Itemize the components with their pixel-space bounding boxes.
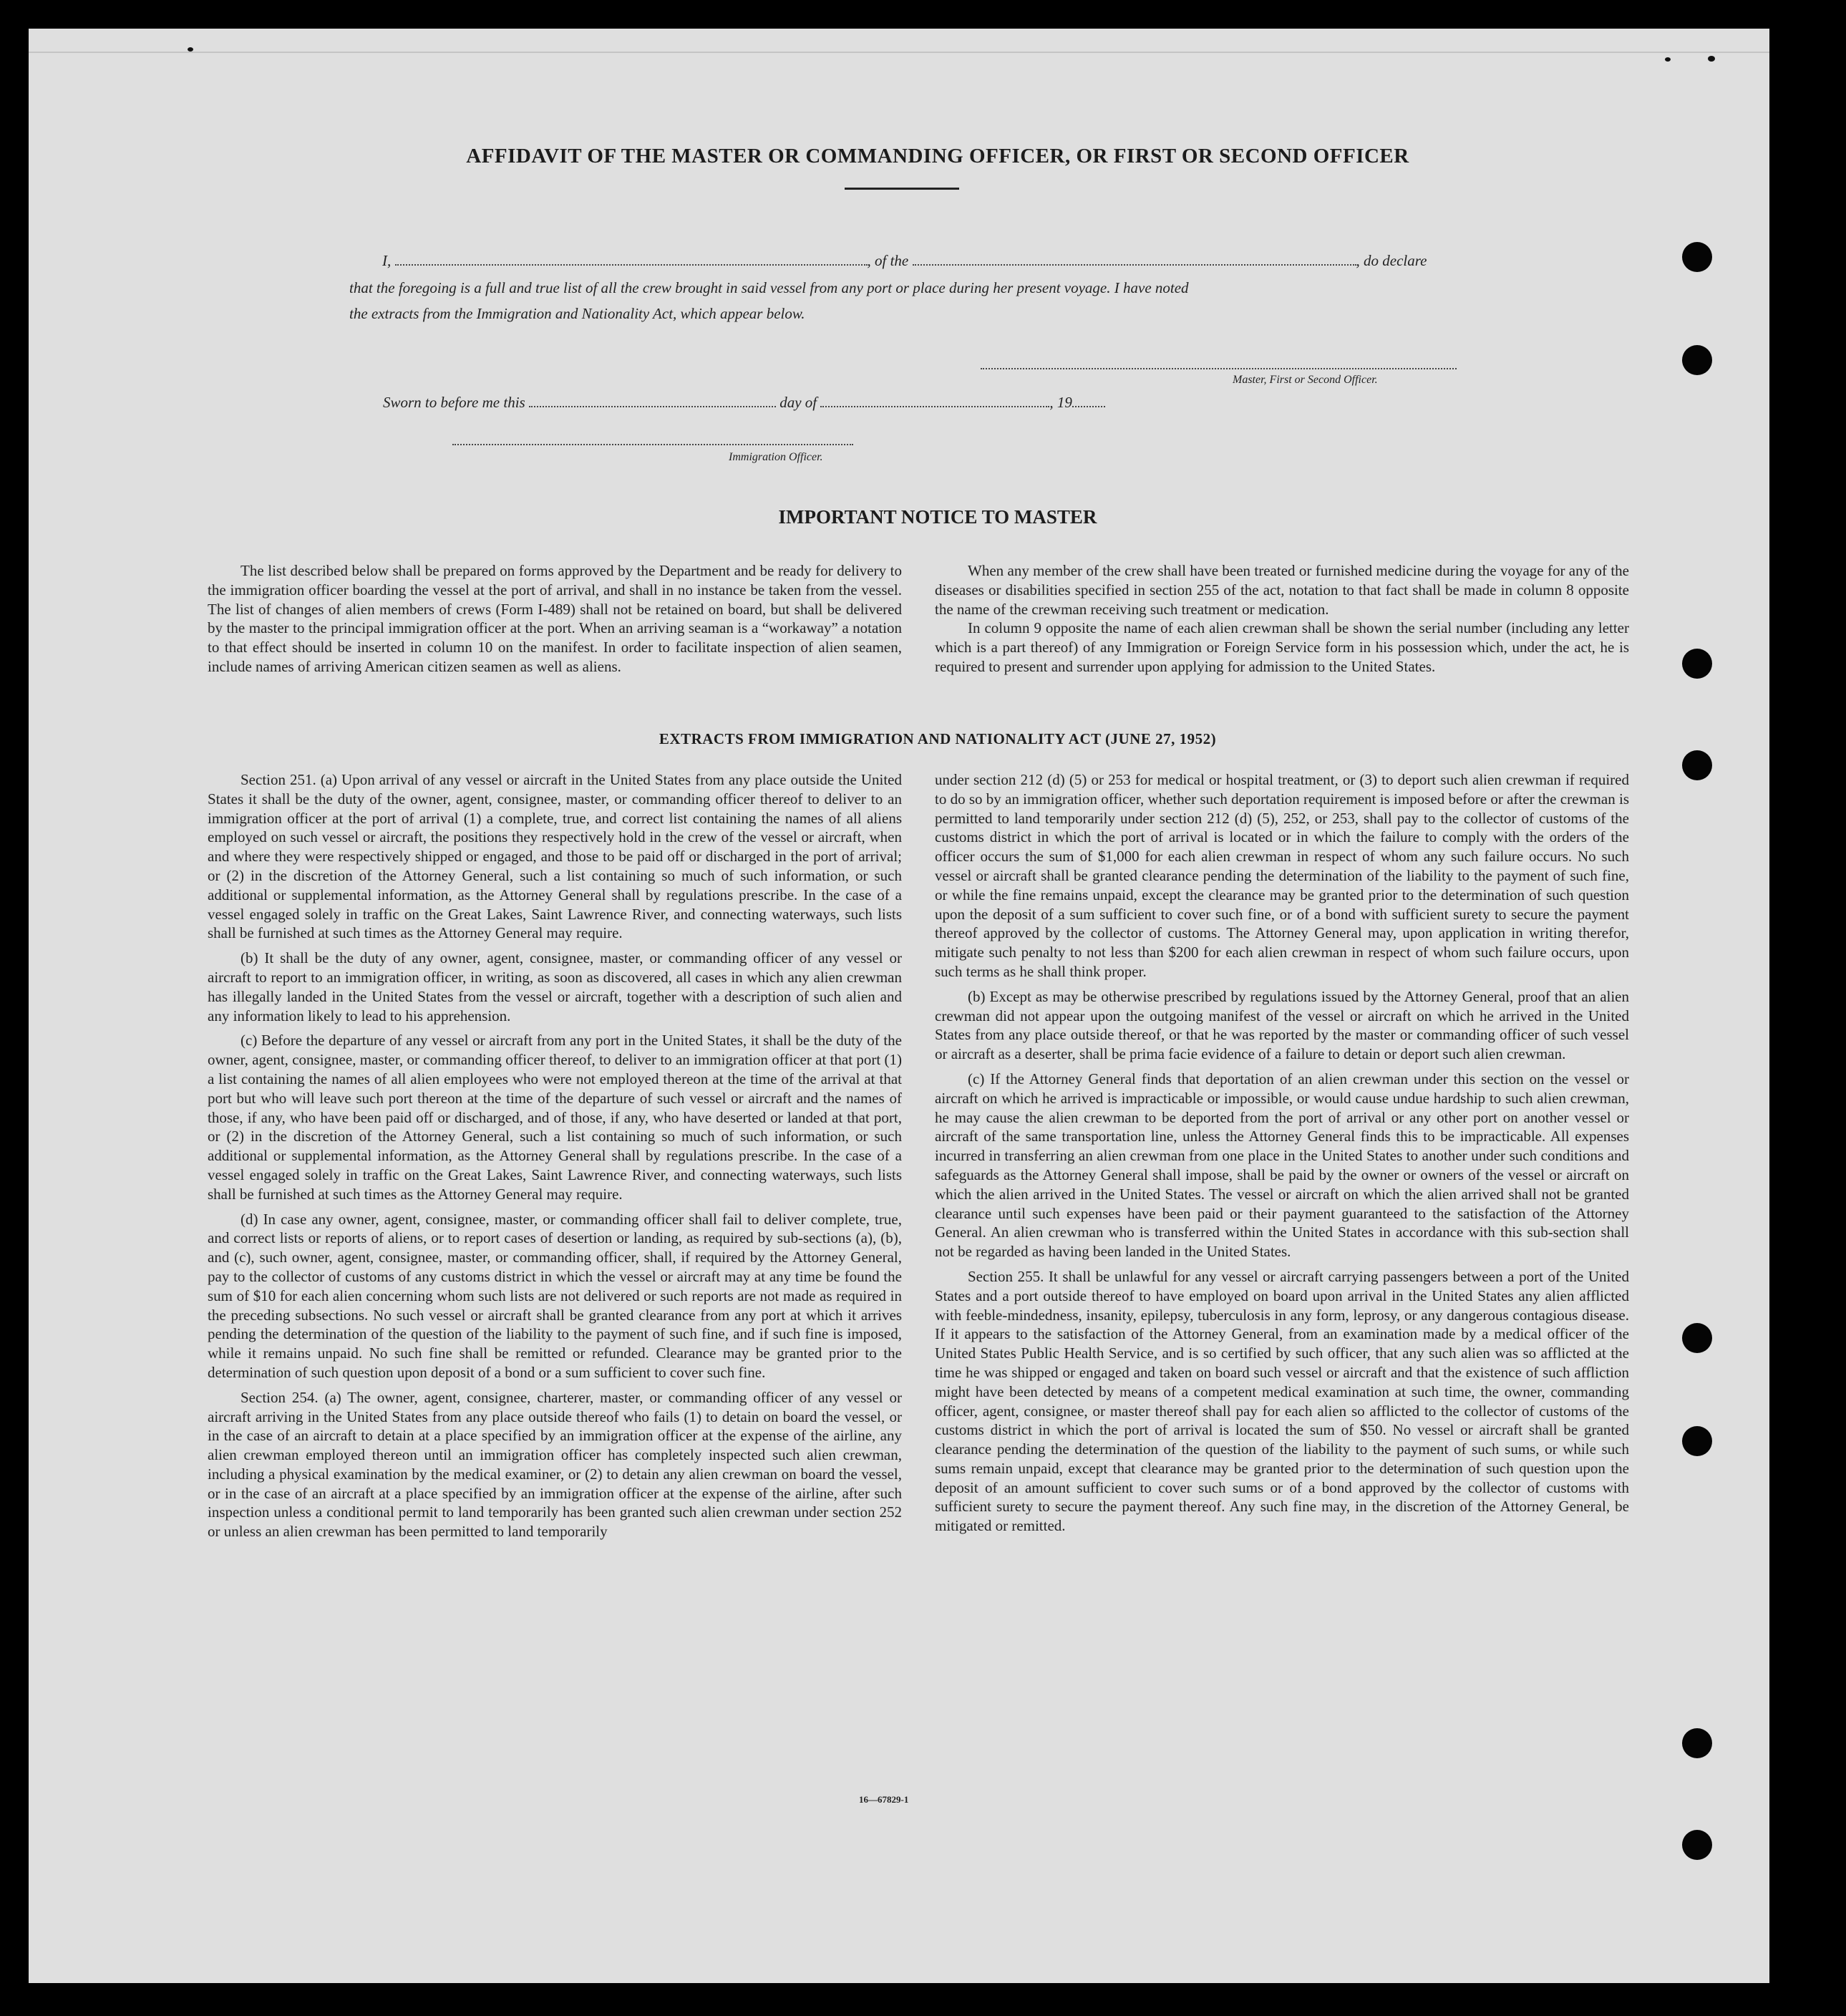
vessel-label: , of the	[867, 252, 909, 269]
master-signature-caption: Master, First or Second Officer.	[1233, 374, 1378, 386]
affidavit-title: AFFIDAVIT OF THE MASTER OR COMMANDING OFFICER, OR FIRST OR SECOND OFFICER	[466, 145, 1409, 168]
section-251a: Section 251. (a) Upon arrival of any vessel or aircraft in the United States from any place outside the United States it shall be the duty of the owner, agent, consignee, master, or commanding officer thereof to deliver to an immigration officer at the port of arrival (1) a complete, true, and correct list containing the names of all aliens employed on such vessel or aircraft, the positions they respectively hold in the crew of the vessel or aircraft, when and where they were respectively shipped or engaged, and those to be paid off or discharged in the port of arrival; or (2) in the discretion of the Attorney General, such a list containing so much of such information, or such additional or supplemental information, as the Attorney General shall by regulations prescribe. In the case of a vessel engaged solely in traffic on the Great Lakes, Saint Lawrence River, and connecting waterways, such lists shall be furnished at such times as the Attorney General may require.	[208, 771, 902, 942]
sworn-label: Sworn to before me this	[383, 394, 525, 411]
section-251c: (c) Before the departure of any vessel or aircraft from any port in the United States, it shall be the duty of the owner, agent, consignee, master, or commanding officer thereof, to deliver to an immigration officer at that port (1) a list containing the names of all alien employees who were not employed thereon at the time of the arrival at that port but who will leave such port thereon at the time of the departure of such vessel or aircraft and the names of those, if any, who have been paid off or discharged, and of those, if any, who have deserted or landed at that port, or (2) in the discretion of the Attorney General, such a list containing so much of such information, or such additional or supplemental information, as the Attorney General shall by regulations prescribe. In the case of a vessel engaged solely in traffic on the Great Lakes, Saint Lawrence River, and connecting waterways, such lists shall be furnished at such times as the Attorney General may require.	[208, 1032, 902, 1203]
section-251b: (b) It shall be the duty of any owner, agent, consignee, master, or commanding officer of any vessel or aircraft to report to an immigration officer, in writing, as soon as discovered, all cases in which any alien crewman has illegally landed in the United States from the vessel or aircraft, together with a description of such alien and any information likely to lead to his apprehension.	[208, 949, 902, 1024]
punch-hole	[1682, 345, 1712, 375]
document-page	[29, 29, 1769, 1983]
notice-paragraph: The list described below shall be prepared on forms approved by the Department and be ready for delivery to the immigration officer boarding the vessel at the port of arrival, and shall in no instance be taken from the vessel. The list of changes of alien members of crews (Form I-489) shall not be retained on board, but shall be delivered by the master to the principal immigration officer at the port. When an arriving seaman is a “workaway” a notation to that effect should be inserted in column 10 on the manifest. In order to facilitate inspection of alien seamen, include names of arriving American citizen seamen as well as aliens.	[208, 562, 902, 675]
punch-hole	[1682, 1323, 1712, 1353]
sworn-line	[383, 394, 1105, 412]
vessel-name-field[interactable]	[913, 264, 1356, 266]
declarant-label: I,	[382, 252, 392, 269]
section-254a: Section 254. (a) The owner, agent, consignee, charterer, master, or commanding officer of any vessel or aircraft arriving in the United States from any place outside thereof who fails (1) to detain on board the vessel, or in the case of an aircraft to detain at a place specified by an immigration officer at the expense of the airline, any alien crewman employed thereon until an immigration officer has completely inspected such alien crewman, including a physical examination by the medical examiner, or (2) to detain any alien crewman on board the vessel, or in the case of an aircraft at a place specified by an immigration officer at the expense of the airline, after such inspection unless a conditional permit to land temporarily has been granted such alien crewman under section 252 or unless an alien crewman has been permitted to land temporarily	[208, 1388, 902, 1541]
immigration-officer-signature-field[interactable]	[452, 444, 853, 445]
section-255: Section 255. It shall be unlawful for any vessel or aircraft carrying passengers between a port of the United States and a port outside thereof to have employed on board upon arrival in the United States any alien afflicted with feeble-mindedness, insanity, epilepsy, tuberculosis in any form, leprosy, or any dangerous contagious disease. If it appears to the satisfaction of the Attorney General, from an examination made by a medical officer of the United States Public Health Service, and is so certified by such officer, that any such alien was so afflicted at the time he was shipped or engaged and taken on board such vessel or aircraft and that the existence of such affliction might have been detected by means of a competent medical examination at such time, the owner, commanding officer, agent, consignee, or master thereof shall pay for each alien so afflicted to the collector of customs of the customs district in which the port of arrival is located the sum of $50. No vessel or aircraft shall be granted clearance pending the determination of the question of the liability to the payment of such sums, or while such sums remain unpaid, except that clearance may be granted prior to the determination of such question upon the deposit of an amount sufficient to cover such sums or of a bond approved by the collector of customs with sufficient surety to secure the payment thereof. Any such fine may, in the discretion of the Attorney General, be mitigated or remitted.	[935, 1267, 1629, 1535]
year-label: , 19	[1049, 394, 1072, 411]
master-signature-field[interactable]	[981, 368, 1457, 369]
punch-hole	[1682, 649, 1712, 679]
day-of-label: day of	[779, 394, 817, 411]
section-254c: (c) If the Attorney General finds that deportation of an alien crewman under this section on the vessel or aircraft on which he arrived is impracticable or impossible, or would cause undue hardship to such alien crewman, he may cause the alien crewman to be deported from the port of arrival or any other port on another vessel or aircraft of the same transportation line, unless the Attorney General finds this to be impracticable. All expenses incurred in transferring an alien crewman from one place in the United States to another under such conditions and safeguards as the Attorney General shall impose, shall be paid by the owner or owners of the vessel or aircraft on which the alien arrived in the United States. The vessel or aircraft on which the alien arrived shall not be granted clearance until such expenses have been paid or their payment guaranteed to the satisfaction of the Attorney General. An alien crewman who is transferred within the United States in accordance with this sub-section shall not be regarded as having been landed in the United States.	[935, 1070, 1629, 1261]
form-number: 16—67829-1	[859, 1794, 909, 1805]
extracts-right-column	[935, 770, 1629, 1541]
notice-paragraph: When any member of the crew shall have been treated or furnished medicine during the voyage for any of the diseases or disabilities specified in section 255 of the act, notation to that fact shall be made in column 8 opposite the name of the crewman receiving such treatment or medication.	[935, 562, 1629, 618]
punch-hole	[1682, 1830, 1712, 1860]
scan-speck	[188, 47, 193, 52]
notice-paragraph: In column 9 opposite the name of each alien crewman shall be shown the serial number (including any letter which is a part thereof) of any Immigration or Foreign Service form in his possession which, under the act, he is required to present and surrender upon applying for admission to the United States.	[935, 619, 1629, 675]
punch-hole	[1682, 242, 1712, 272]
declaration-text-2: the extracts from the Immigration and Nationality Act, which appear below.	[349, 305, 805, 322]
scan-speck	[1708, 56, 1715, 62]
punch-hole	[1682, 750, 1712, 780]
notice-right-column	[935, 561, 1629, 682]
section-251d: (d) In case any owner, agent, consignee, master, or commanding officer shall fail to deliver complete, true, and correct lists or reports of aliens, or to report cases of desertion or landing, as required by sub-sections (a), (b), and (c), such owner, agent, consignee, master, or commanding officer, shall, if required by the Attorney General, pay to the collector of customs of any customs district in which the vessel or aircraft may at any time be found the sum of $10 for each alien concerning whom such lists are not delivered or such reports are not made as required in the preceding subsections. No such vessel or aircraft shall be granted clearance from any port at which it arrives pending the determination of the question of the liability to the payment of such fine, and if such fine is imposed, while it remains unpaid. No such fine shall be remitted or refunded. Clearance may be granted prior to the determination of such question upon deposit of a bond or a sum sufficient to cover such fine.	[208, 1210, 902, 1381]
declaration-line	[382, 252, 1427, 270]
immigration-officer-caption: Immigration Officer.	[729, 451, 823, 463]
declarant-name-field[interactable]	[395, 264, 868, 266]
section-254a-continued: under section 212 (d) (5) or 253 for medical or hospital treatment, or (3) to deport such alien crewman if required to do so by an immigration officer, whether such deportation requirement is imposed before or after the crewman is permitted to land temporarily under section 212 (d) (5), 252, or 253, shall pay to the collector of customs of the customs district in which the port of arrival is located or in which the failure to comply with the orders of the officer occurs the sum of $1,000 for each alien crewman in respect of whom any such failure occurs. No such vessel or aircraft shall be granted clearance pending the determination of the liability to the payment of such fine, or while the fine remains unpaid, except the clearance may be granted prior to the determination of such question upon the deposit of a sum sufficient to cover such fine, or of a bond with sufficient surety to secure the payment thereof approved by the collector of customs. The Attorney General may, upon application in writing therefor, mitigate such penalty to not less than $200 for each alien crewman in respect of whom such failure occurs, upon such terms as he shall think proper.	[935, 771, 1629, 980]
scan-edge	[29, 29, 1769, 53]
notice-left-column	[208, 561, 902, 682]
extracts-title: EXTRACTS FROM IMMIGRATION AND NATIONALITY ACT (JUNE 27, 1952)	[659, 730, 1217, 747]
punch-hole	[1682, 1426, 1712, 1456]
notice-title: IMPORTANT NOTICE TO MASTER	[778, 506, 1097, 528]
sworn-month-field[interactable]	[820, 406, 1049, 407]
sworn-day-field[interactable]	[529, 406, 776, 407]
scan-speck	[1665, 57, 1671, 62]
declare-label: , do declare	[1356, 252, 1427, 269]
sworn-year-field[interactable]	[1072, 406, 1105, 407]
title-rule	[845, 188, 959, 190]
section-254b: (b) Except as may be otherwise prescribed by regulations issued by the Attorney General, proof that an alien crewman did not appear upon the outgoing manifest of the vessel or aircraft on which he arrived in the United States from any place outside thereof, or that he was reported by the master or commanding officer of such vessel or aircraft as a deserter, shall be prima facie evidence of a failure to detain or deport such alien crewman.	[935, 987, 1629, 1063]
extracts-left-column	[208, 770, 902, 1547]
declaration-text-1: that the foregoing is a full and true list of all the crew brought in said vessel from any port or place during her present voyage. I have noted	[349, 279, 1189, 296]
punch-hole	[1682, 1728, 1712, 1758]
